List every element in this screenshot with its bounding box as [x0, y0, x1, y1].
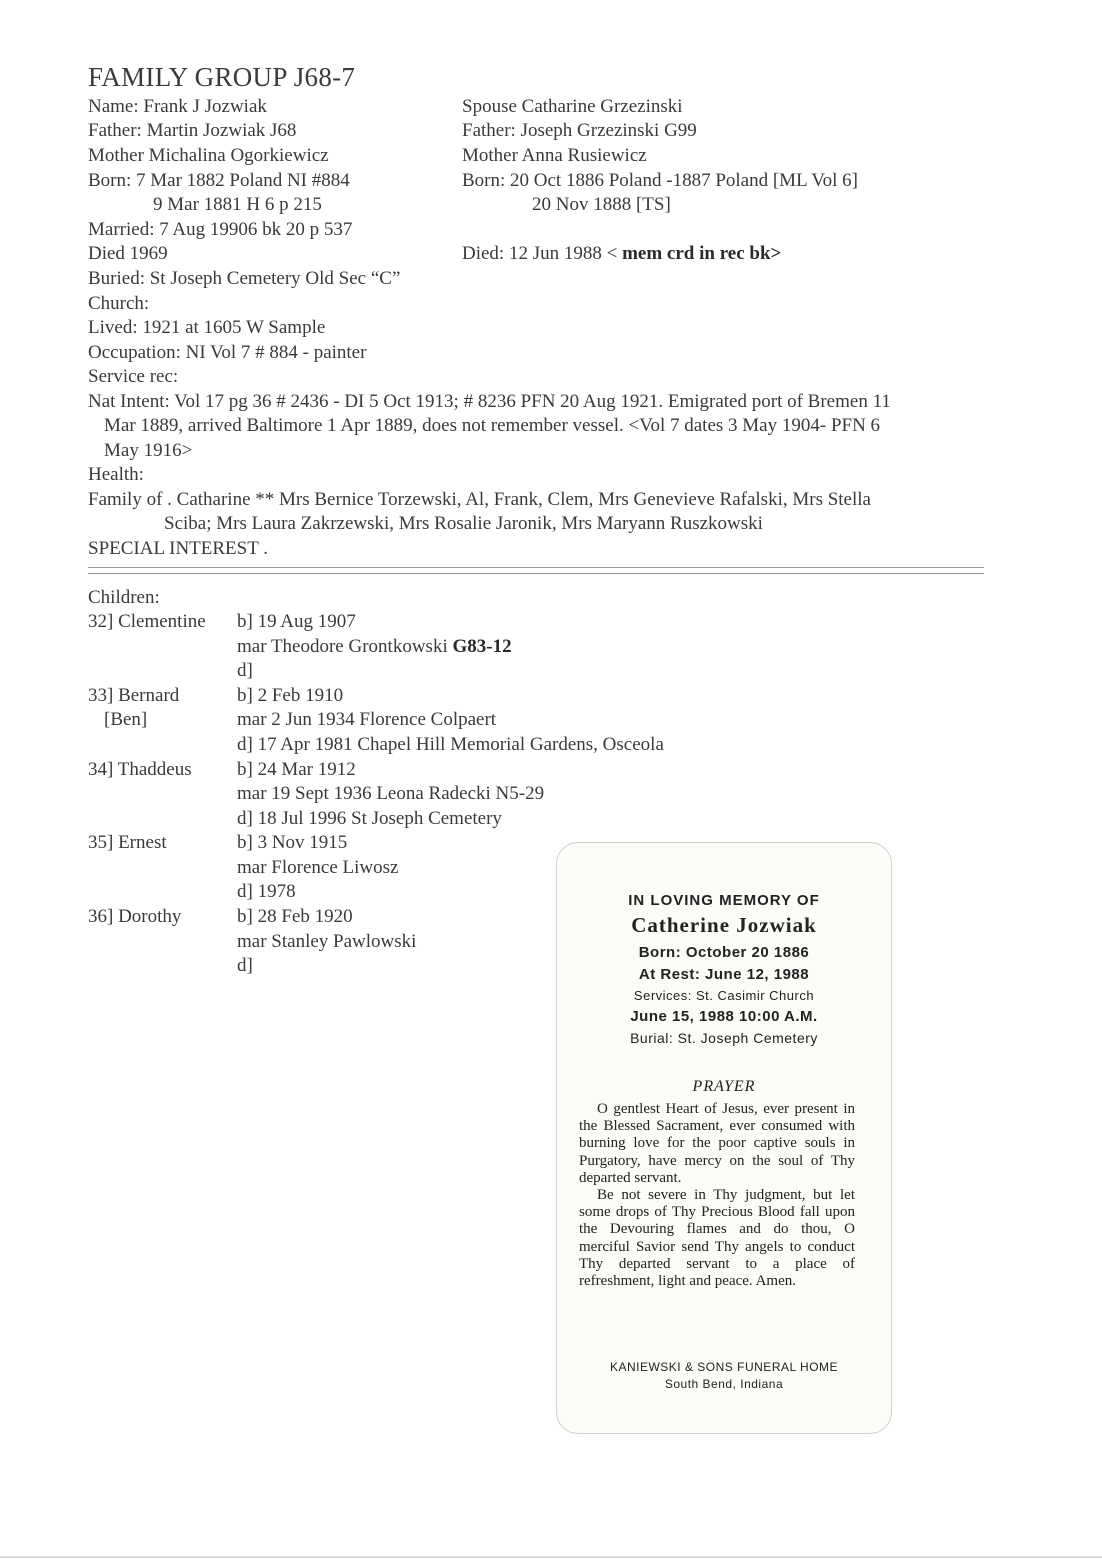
child-alias: [Ben]: [104, 709, 148, 730]
child-marriage: mar Florence Liwosz: [237, 857, 399, 878]
child-marriage: mar Stanley Pawlowski: [237, 931, 417, 952]
funeral-home-location: South Bend, Indiana: [664, 1377, 784, 1391]
child-name: 36] Dorothy: [88, 906, 182, 927]
child-marriage: mar 2 Jun 1934 Florence Colpaert: [237, 709, 497, 730]
spouse-name: Spouse Catharine Grzezinski: [462, 96, 683, 117]
memorial-born: Born: October 20 1886: [638, 944, 810, 961]
children-label: Children:: [88, 587, 160, 608]
child-death: d] 18 Jul 1996 St Joseph Cemetery: [237, 808, 502, 829]
spouse-born-alt: 20 Nov 1888 [TS]: [532, 194, 671, 215]
child-birth: b] 3 Nov 1915: [237, 832, 348, 853]
husband-born-alt: 9 Mar 1881 H 6 p 215: [153, 194, 322, 215]
child-marriage-text: mar Theodore Grontkowski: [237, 636, 453, 657]
child-marriage: mar 19 Sept 1936 Leona Radecki N5-29: [237, 783, 545, 804]
memorial-service-date: June 15, 1988 10:00 A.M.: [630, 1008, 818, 1025]
nat-intent-line-2: Mar 1889, arrived Baltimore 1 Apr 1889, does not remember vessel. <Vol 7 dates 3 May 1904- PFN 6: [104, 415, 881, 436]
spouse-born: Born: 20 Oct 1886 Poland -1887 Poland [ML Vol 6]: [462, 170, 859, 191]
spouse-died-note: mem crd in rec bk>: [622, 243, 782, 264]
prayer-text: [579, 1101, 855, 1290]
memorial-burial: Burial: St. Joseph Cemetery: [630, 1030, 818, 1046]
husband-lived: Lived: 1921 at 1605 W Sample: [88, 317, 326, 338]
child-name: 35] Ernest: [88, 832, 167, 853]
husband-health: Health:: [88, 464, 144, 485]
memorial-at-rest: At Rest: June 12, 1988: [638, 966, 810, 983]
husband-service-record: Service rec:: [88, 366, 179, 387]
family-of-line-2: Sciba; Mrs Laura Zakrzewski, Mrs Rosalie Jaronik, Mrs Maryann Ruszkowski: [164, 513, 763, 534]
child-death: d] 17 Apr 1981 Chapel Hill Memorial Gardens, Osceola: [237, 734, 664, 755]
husband-buried: Buried: St Joseph Cemetery Old Sec “C”: [88, 268, 401, 289]
funeral-home: KANIEWSKI & SONS FUNERAL HOME: [609, 1360, 839, 1374]
child-marriage-ref: G83-12: [452, 636, 512, 657]
husband-name: Name: Frank J Jozwiak: [88, 96, 267, 117]
page-title: FAMILY GROUP J68-7: [88, 62, 356, 92]
child-birth: b] 24 Mar 1912: [237, 759, 356, 780]
child-name: 33] Bernard: [88, 685, 180, 706]
child-birth: b] 28 Feb 1920: [237, 906, 353, 927]
spouse-died: [462, 244, 781, 263]
memorial-name: Catherine Jozwiak: [631, 913, 817, 937]
nat-intent-line-1: Nat Intent: Vol 17 pg 36 # 2436 - DI 5 Oct 1913; # 8236 PFN 20 Aug 1921. Emigrated port of Bremen 11: [88, 391, 891, 412]
page-edge: [0, 1556, 1102, 1558]
special-interest: SPECIAL INTEREST .: [88, 538, 268, 559]
child-birth: b] 19 Aug 1907: [237, 611, 356, 632]
husband-church: Church:: [88, 293, 150, 314]
child-name: 32] Clementine: [88, 611, 206, 632]
spouse-father: Father: Joseph Grzezinski G99: [462, 120, 697, 141]
child-death: d]: [237, 955, 253, 976]
spouse-died-date: Died: 12 Jun 1988 <: [462, 243, 623, 264]
memorial-services: Services: St. Casimir Church: [633, 988, 815, 1003]
family-of-line-1: Family of . Catharine ** Mrs Bernice Torzewski, Al, Frank, Clem, Mrs Genevieve Rafalski, Mrs Stella: [88, 489, 871, 510]
child-death: d] 1978: [237, 881, 296, 902]
husband-mother: Mother Michalina Ogorkiewicz: [88, 145, 329, 166]
spouse-mother: Mother Anna Rusiewicz: [462, 145, 647, 166]
husband-married: Married: 7 Aug 19906 bk 20 p 537: [88, 219, 353, 240]
child-name: 34] Thaddeus: [88, 759, 192, 780]
prayer-title: PRAYER: [692, 1078, 756, 1095]
child-birth: b] 2 Feb 1910: [237, 685, 344, 706]
prayer-paragraph-2: Be not severe in Thy judgment, but let some drops of Thy Precious Blood fall upon the Devouring flames and do thou, O merciful Savior send Thy angels to conduct Thy departed servant to a place of refreshment, light and peace. Amen.: [579, 1187, 855, 1290]
child-death: d]: [237, 660, 253, 681]
husband-died: Died 1969: [88, 243, 168, 264]
child-marriage: [237, 637, 512, 656]
section-divider: [88, 567, 984, 574]
memorial-heading: IN LOVING MEMORY OF: [628, 892, 820, 909]
husband-born: Born: 7 Mar 1882 Poland NI #884: [88, 170, 350, 191]
nat-intent-line-3: May 1916>: [104, 440, 193, 461]
memorial-card: [556, 842, 892, 1434]
husband-occupation: Occupation: NI Vol 7 # 884 - painter: [88, 342, 367, 363]
husband-father: Father: Martin Jozwiak J68: [88, 120, 297, 141]
prayer-paragraph-1: O gentlest Heart of Jesus, ever present in the Blessed Sacrament, ever consumed with burning love for the poor captive souls in Purgatory, have mercy on the soul of Thy departed servant.: [579, 1101, 855, 1186]
